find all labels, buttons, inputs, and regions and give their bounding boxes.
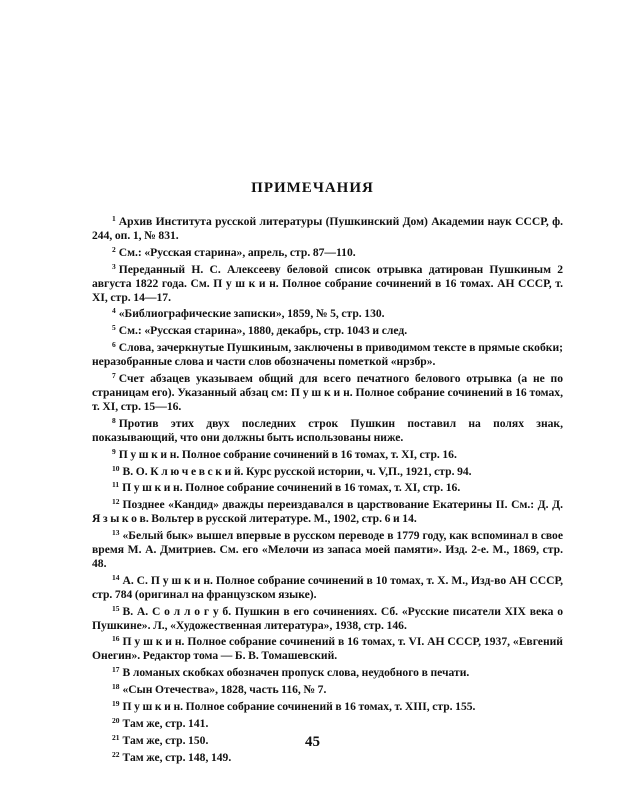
note-text: «Библиографические записки», 1859, № 5, стр. 130. — [118, 307, 385, 321]
note-item — [92, 321, 563, 338]
note-item — [92, 369, 563, 414]
note-text: См.: «Русская старина», 1880, декабрь, стр. 1043 и след. — [118, 324, 408, 338]
note-number: 2 — [112, 244, 116, 254]
note-item — [92, 478, 563, 495]
note-number: 10 — [112, 463, 120, 473]
note-number: 1 — [112, 214, 116, 223]
note-item — [92, 304, 563, 321]
note-text: Переданный Н. С. Алексееву беловой список отрывка датирован Пушкиным 2 августа 1822 года. См. П у ш к и н. Полное собрание сочинений в 16 томах. АН СССР, т. XI, стр. 14—17. — [92, 262, 563, 304]
note-number: 9 — [112, 446, 116, 456]
note-item — [92, 714, 563, 731]
note-item — [92, 445, 563, 462]
note-text: П у ш к и н. Полное собрание сочинений в 16 томах, т. XI, стр. 16. — [122, 481, 461, 495]
note-text: «Сын Отечества», 1828, часть 116, № 7. — [122, 683, 327, 697]
note-item — [92, 526, 563, 571]
note-item — [92, 243, 563, 260]
note-text: Там же, стр. 148, 149. — [122, 750, 232, 764]
note-text: Там же, стр. 150. — [122, 733, 209, 747]
page-number: 45 — [305, 734, 320, 750]
note-number: 20 — [112, 716, 120, 725]
note-item — [92, 663, 563, 680]
note-item — [92, 338, 563, 369]
note-number: 8 — [112, 415, 116, 425]
note-item — [92, 212, 563, 243]
note-number: 5 — [112, 323, 116, 333]
note-text: В ломаных скобках обозначен пропуск слова, неудобного в печати. — [122, 666, 470, 680]
note-item — [92, 495, 563, 526]
note-text: Позднее «Кандид» дважды переиздавался в царствование Екатерины II. См.: Д. Д. Я з ы к о в. Вольтер в русской литературе. М., 1902, стр. 6 и 14. — [92, 498, 563, 526]
note-text: Счет абзацев указываем общий для всего печатного белового отрывка (а не по страницам его). Указанный абзац см: П у ш к и н. Полное собрание сочинений в 16 томах, т. XI, стр. 15—16. — [92, 372, 563, 413]
note-item — [92, 260, 563, 305]
notes-list — [92, 212, 563, 765]
note-text: «Белый бык» вышел впервые в русском переводе в 1779 году, как вспоминал в свое время М. А. Дмитриев. См. его «Мелочи из запаса моей памяти». Изд. 2-е. М., 1869, стр. 48. — [92, 529, 563, 570]
note-number: 7 — [112, 371, 116, 381]
note-item — [92, 632, 563, 663]
note-number: 17 — [112, 665, 120, 675]
page-title: ПРИМЕЧАНИЯ — [251, 180, 374, 196]
note-item — [92, 462, 563, 479]
note-number: 16 — [112, 634, 120, 644]
note-number: 15 — [112, 603, 120, 613]
note-text: Против этих двух последних строк Пушкин поставил на полях знак, показывающий, что они должны быть использованы ниже. — [92, 416, 563, 444]
note-text: П у ш к и н. Полное собрание сочинений в 16 томах, т. VI. АН СССР, 1937, «Евгений Онегин». Редактор тома — Б. В. Томашевский. — [92, 635, 563, 663]
note-text: П у ш к и н. Полное собрание сочинений в 16 томах, т. XI, стр. 16. — [118, 447, 457, 461]
note-text: Слова, зачеркнутые Пушкиным, заключены в приводимом тексте в прямые скобки; неразобранные слова и части слов обозначены пометкой «нрзбр». — [92, 341, 563, 369]
note-item — [92, 680, 563, 697]
note-number: 3 — [112, 261, 116, 271]
note-text: См.: «Русская старина», апрель, стр. 87—110. — [118, 245, 356, 259]
note-text: А. С. П у ш к и н. Полное собрание сочинений в 10 томах, т. Х. М., Изд-во АН СССР, стр. 784 (оригинал на французском языке). — [92, 573, 563, 601]
note-item — [92, 414, 563, 445]
note-text: Там же, стр. 141. — [122, 717, 209, 730]
note-item — [92, 571, 563, 602]
note-text: В. О. К л ю ч е в с к и й. Курс русской истории, ч. V,П., 1921, стр. 94. — [122, 464, 472, 478]
note-number: 14 — [112, 572, 120, 582]
note-text: В. А. С о л л о г у б. Пушкин в его сочинениях. Сб. «Русские писатели XIX века о Пушкине». Л., «Художественная литература», 1938, стр. 146. — [92, 604, 563, 632]
note-number: 21 — [112, 732, 120, 742]
note-number: 13 — [112, 528, 120, 538]
note-item — [92, 697, 563, 714]
note-number: 18 — [112, 682, 120, 692]
note-number: 11 — [112, 480, 120, 490]
note-number: 6 — [112, 340, 116, 350]
note-number: 4 — [112, 306, 116, 316]
note-number: 19 — [112, 699, 120, 709]
note-item — [92, 602, 563, 633]
note-number: 22 — [112, 749, 120, 759]
note-number: 12 — [112, 497, 120, 507]
note-text: П у ш к и н. Полное собрание сочинений в 16 томах, т. XIII, стр. 155. — [122, 700, 476, 714]
note-text: Архив Института русской литературы (Пушкинский Дом) Академии наук СССР, ф. 244, оп. 1, № 831. — [92, 215, 563, 242]
